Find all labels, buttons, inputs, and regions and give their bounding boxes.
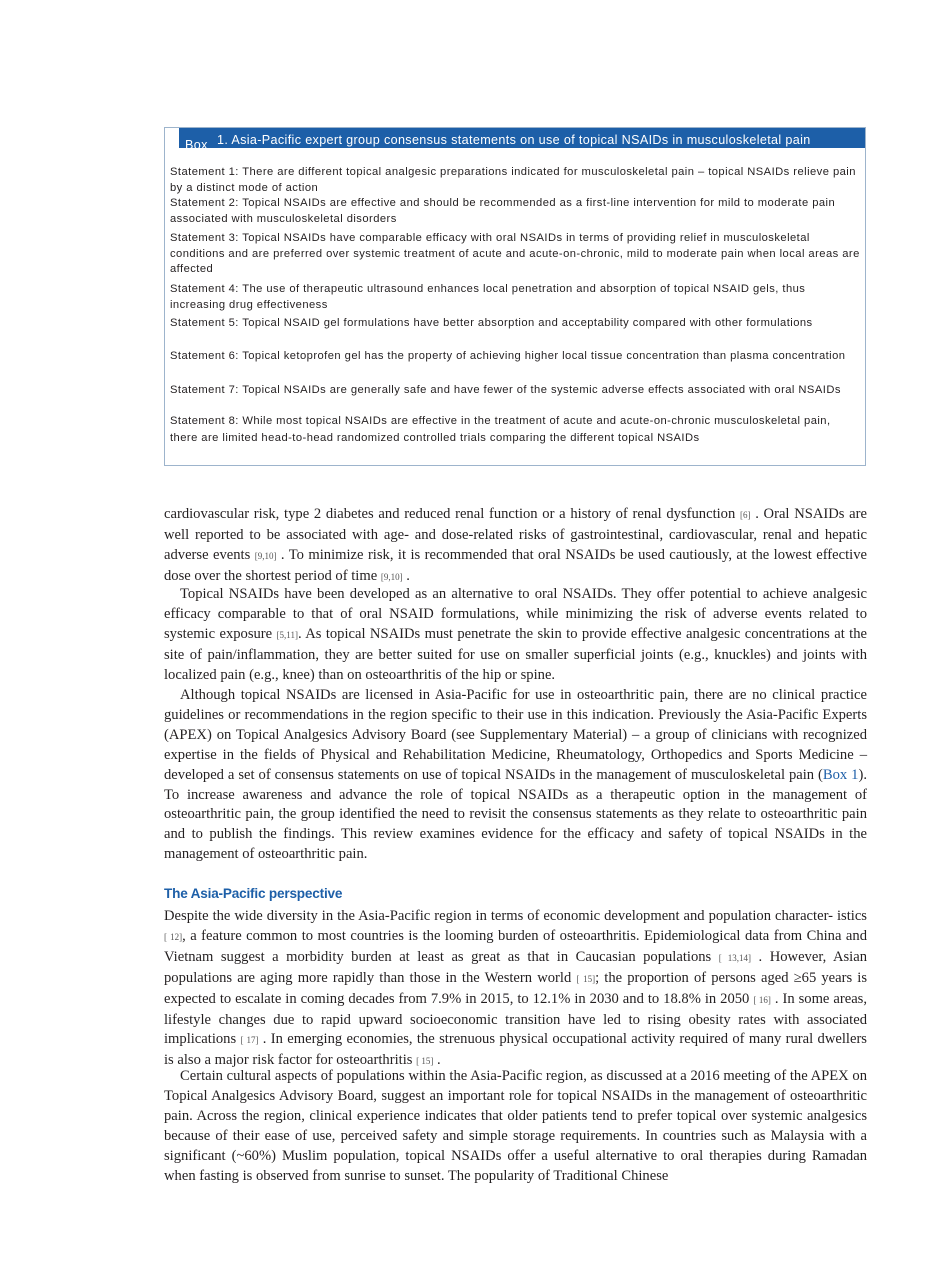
statement-8: Statement 8: While most topical NSAIDs are effective in the treatment of acute and acute-on-chronic musculoskeletal pain, there are limited head-to-head randomized controlled trials comparing the different topical NSAIDs xyxy=(170,415,831,444)
citation: [ 17] xyxy=(240,1035,259,1046)
citation: [ 16] xyxy=(753,994,771,1005)
citation: [ 15] xyxy=(416,1056,434,1067)
statement-3: Statement 3: Topical NSAIDs have comparable efficacy with oral NSAIDs in terms of providing relief in musculoskeletal conditions and are preferred over systemic treatment of acute and acute-on-chronic, mild to moderate pain when local areas are affected xyxy=(170,232,860,275)
statement-6: Statement 6: Topical ketoprofen gel has the property of achieving higher local tissue concentration than plasma concentration xyxy=(170,350,846,362)
citation: [ 13,14] xyxy=(718,952,752,963)
statement-5: Statement 5: Topical NSAID gel formulations have better absorption and acceptability compared with other formulations xyxy=(170,317,813,329)
box-1-link[interactable]: Box 1 xyxy=(822,766,859,783)
paragraph-5: Certain cultural aspects of populations within the Asia-Pacific region, as discussed at a 2016 meeting of the APEX on Topical Analgesics Advisory Board, suggest an important role for topical NSAIDs in the management of osteoarthritic pain. Across the region, clinical experience indicates that older patients tend to prefer topical over systemic analgesics because of their ease of use, perceived safety and simple storage requirements. In countries such as Malaysia with a significant (~60%) Muslim population, topical NSAIDs offer a useful alternative to oral therapies during Ramadan when fasting is observed from sunrise to sunset. The popularity of Traditional Chinese xyxy=(164,1068,867,1184)
paragraph-1: cardiovascular risk, type 2 diabetes and reduced renal function or a history of renal dysfunction [6] . Oral NSAIDs are well reported to be associated with age- and dose-related risks of gastrointestinal, cardiovascular, renal and hepatic adverse events [9,10] . To minimize risk, it is recommended that oral NSAIDs be used cautiously, at the lowest effective dose over the shortest period of time [9,10] . xyxy=(164,506,867,584)
citation: [9,10] xyxy=(254,550,277,561)
statement-7: Statement 7: Topical NSAIDs are generally safe and have fewer of the systemic adverse effects associated with oral NSAIDs xyxy=(170,384,841,396)
section-heading: The Asia-Pacific perspective xyxy=(164,886,343,901)
box-title: 1. Asia-Pacific expert group consensus statements on use of topical NSAIDs in musculoskeletal pain xyxy=(217,133,811,147)
statement-1: Statement 1: There are different topical analgesic preparations indicated for musculoskeletal pain – topical NSAIDs relieve pain by a distinct mode of action xyxy=(170,166,856,194)
citation: [5,11] xyxy=(276,629,298,640)
citation: [ 15] xyxy=(576,973,596,984)
citation: [6] xyxy=(739,510,751,520)
box-header xyxy=(179,128,866,148)
box-label: Box xyxy=(185,138,208,148)
statement-2: Statement 2: Topical NSAIDs are effective and should be recommended as a first-line intervention for mild to moderate pain associated with musculoskeletal disorders xyxy=(170,197,836,225)
paragraph-2: Topical NSAIDs have been developed as an alternative to oral NSAIDs. They offer potential to achieve analgesic efficacy comparable to that of oral NSAID formulations, while minimizing the risk of adverse events related to systemic exposure [5,11]. As topical NSAIDs must penetrate the skin to provide effective analgesic concentrations at the site of pain/inflammation, they are better suited for use on smaller superficial joints (e.g., knuckles) and joints with localized pain (e.g., knee) than on osteoarthritis of the hip or spine. xyxy=(164,586,867,683)
statement-4: Statement 4: The use of therapeutic ultrasound enhances local penetration and absorption of topical NSAID gels, thus increasing drug effectiveness xyxy=(170,283,806,311)
consensus-box xyxy=(164,127,866,466)
citation: [9,10] xyxy=(380,571,403,582)
paragraph-4: Despite the wide diversity in the Asia-Pacific region in terms of economic development and population character- istics [ 12], a feature common to most countries is the looming burden of osteoarthritis. Epidemiological data from China and Vietnam suggest a morbidity burden at least as great as that in Caucasian populations [ 13,14] . However, Asian populations are aging more rapidly than those in the Western world [ 15]; the proportion of persons aged ≥65 years is expected to escalate in coming decades from 7.9% in 2015, to 12.1% in 2030 and to 18.8% in 2050 [ 16] . In some areas, lifestyle changes due to rapid upward socioeconomic transition have led to rising obesity rates with associated implications [ 17] . In emerging economies, the strenuous physical occupational activity required of many rural dwellers is also a major risk factor for osteoarthritis [ 15] . xyxy=(164,908,868,1069)
citation: [ 12] xyxy=(164,931,183,942)
paragraph-3: Although topical NSAIDs are licensed in Asia-Pacific for use in osteoarthritic pain, there are no clinical practice guidelines or recommendations in the region specific to their use in this indication. Previously the Asia-Pacific Experts (APEX) on Topical Analgesics Advisory Board (see Supplementary Material) – a group of clinicians with recognized expertise in the fields of Physical and Rehabilitation Medicine, Rheumatology, Orthopedics and Sports Medicine – developed a set of consensus statements on use of topical NSAIDs in the management of musculoskeletal pain (Box 1). To increase awareness and advance the role of topical NSAIDs as a therapeutic option in the management of osteoarthritic pain, the group identified the need to revisit the consensus statements as they relate to osteoarthritic pain and to publish the findings. This review examines evidence for the efficacy and safety of topical NSAIDs in the management of osteoarthritic pain. xyxy=(164,687,867,863)
